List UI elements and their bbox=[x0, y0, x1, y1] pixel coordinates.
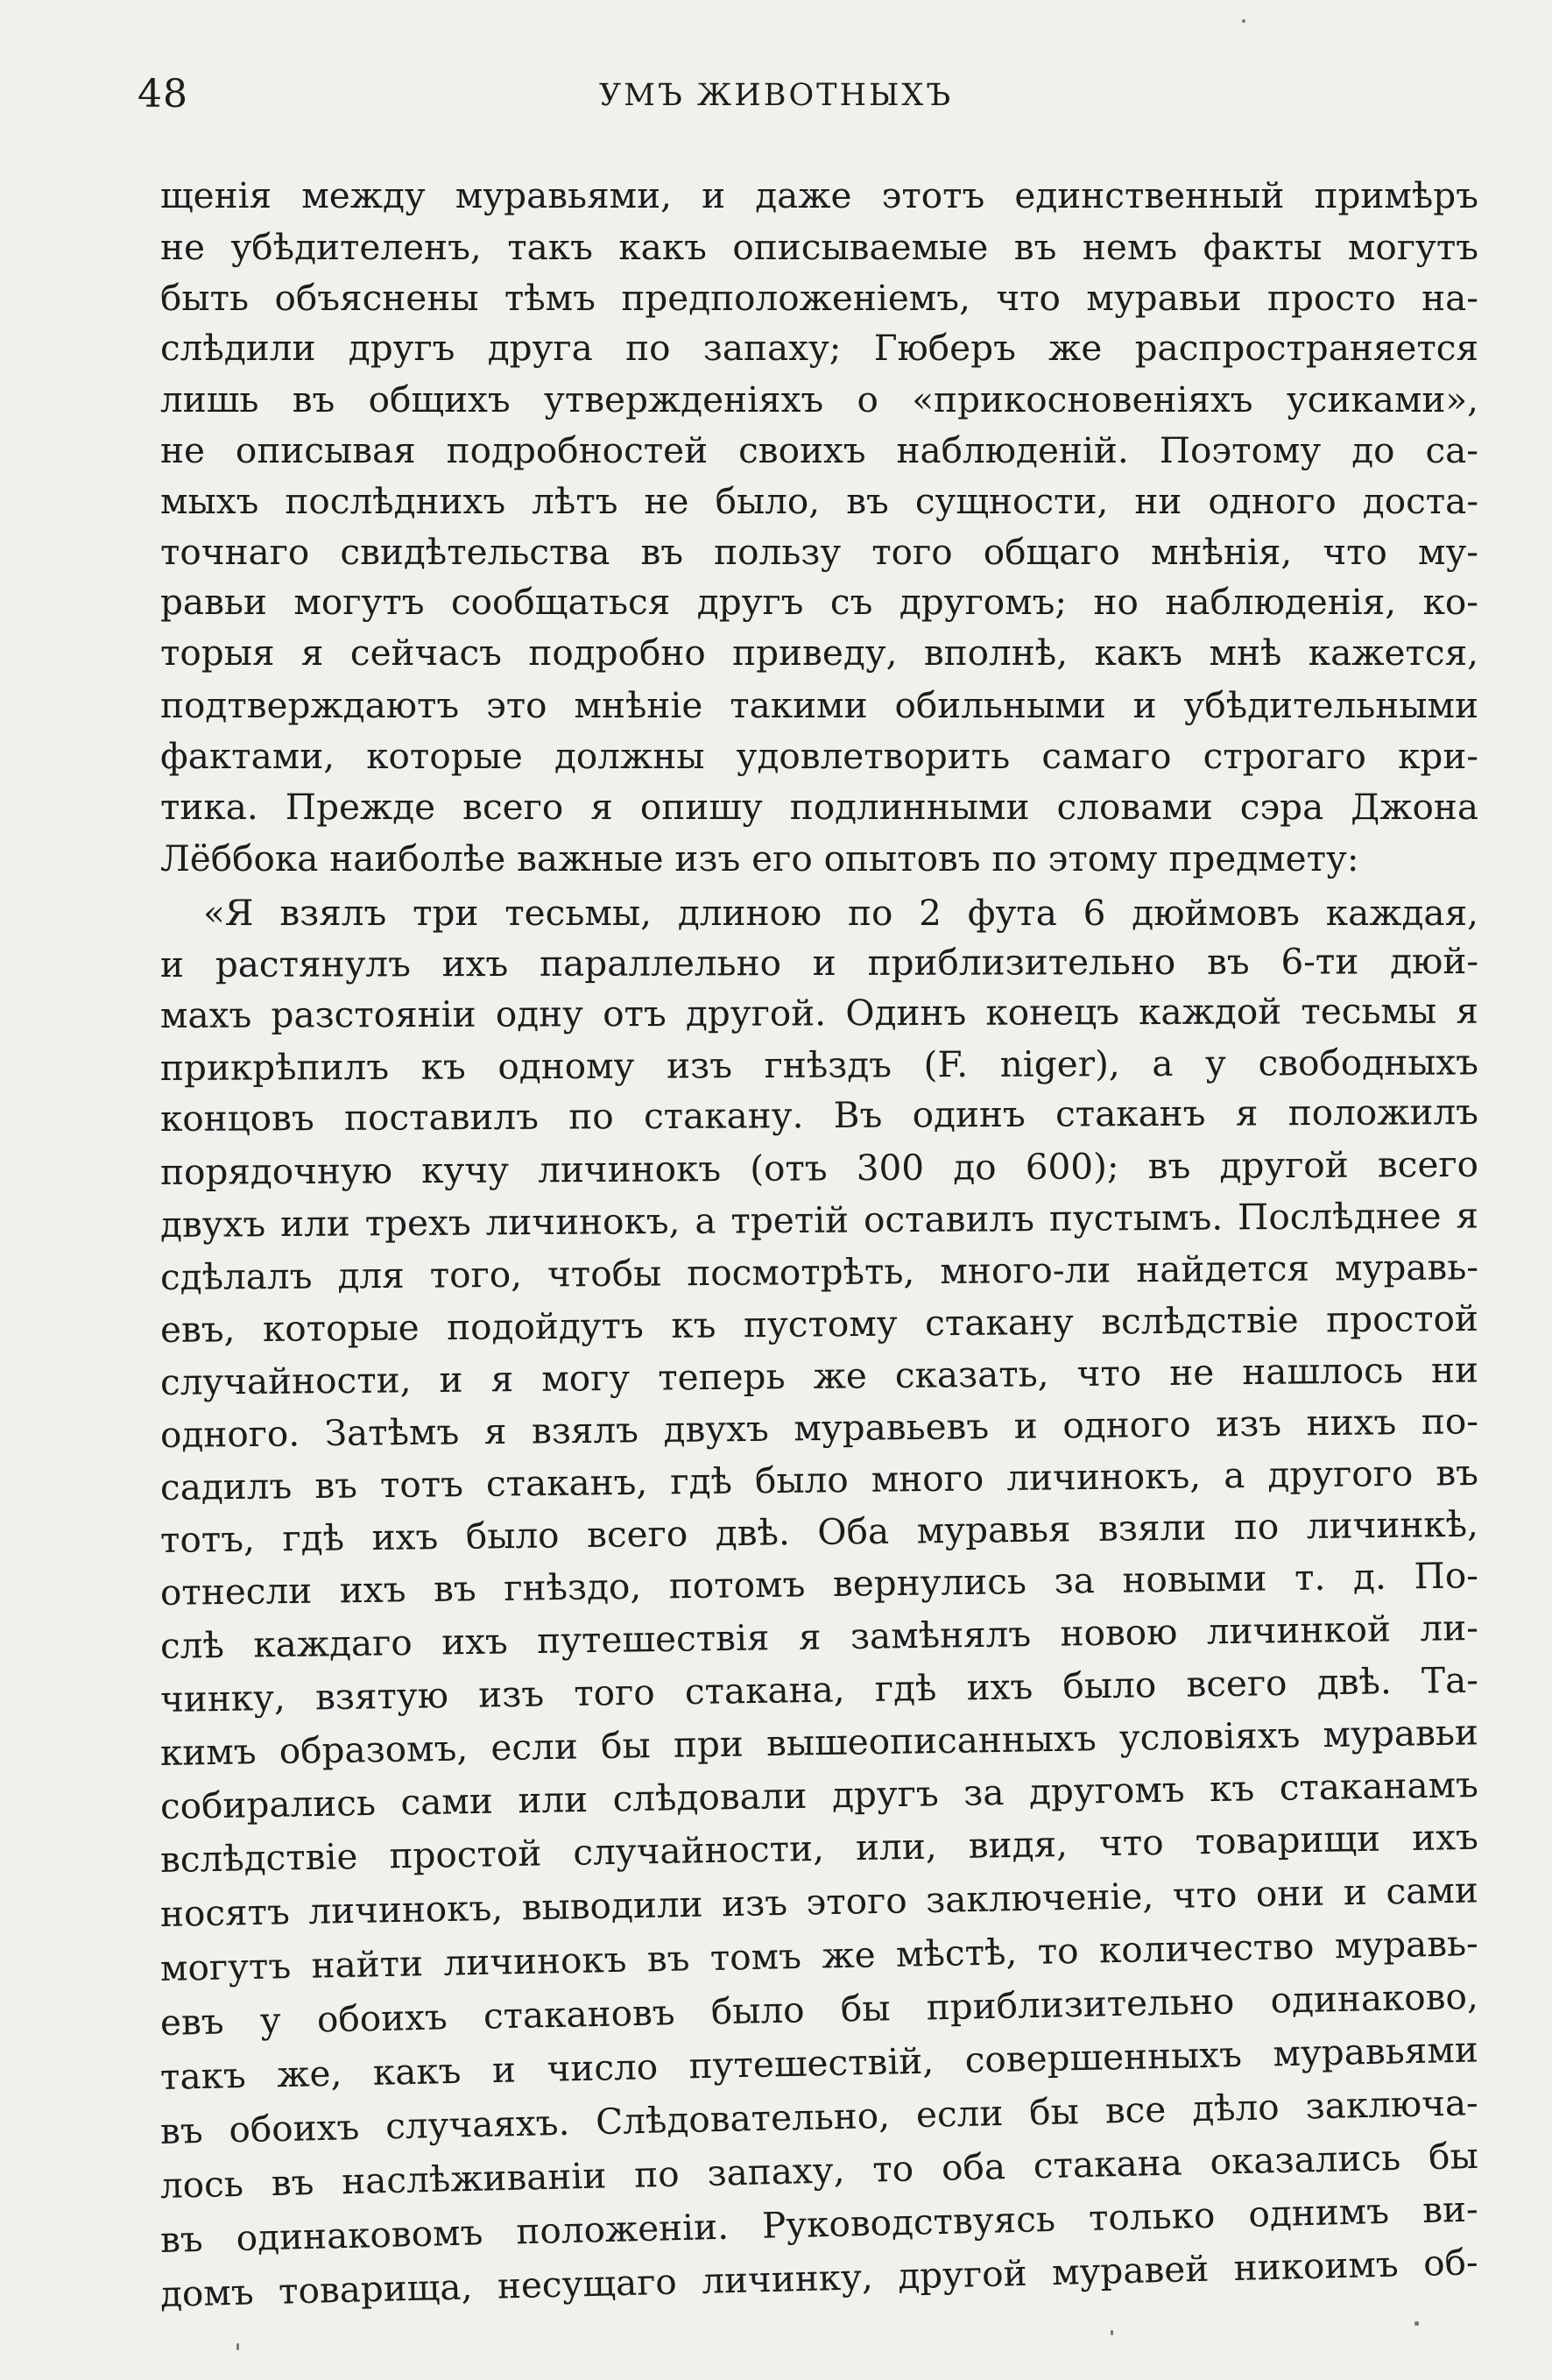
text-line: кимъ образомъ, если бы при вышеописанныхъ условіяхъ муравьи bbox=[159, 1711, 1479, 1774]
text-line: Лёббока наиболѣе важные изъ его опытовъ по этому предмету: bbox=[160, 837, 1359, 879]
text-line: равьи могутъ сообщаться другъ съ другомъ; но наблюденія, ко- bbox=[160, 581, 1478, 623]
text-line: прикрѣпилъ къ одному изъ гнѣздъ (F. niger), а у свободныхъ bbox=[159, 1041, 1479, 1089]
text-line: домъ товарища, несущаго личинку, другой муравей никоимъ об- bbox=[159, 2241, 1479, 2315]
text-line: тотъ, гдѣ ихъ было всего двѣ. Оба муравья взяли по личинкѣ, bbox=[159, 1502, 1479, 1561]
text-line: въ обоихъ случаяхъ. Слѣдовательно, если бы все дѣло заключа- bbox=[159, 2081, 1479, 2152]
text-line: одного. Затѣмъ я взялъ двухъ муравьевъ и одного изъ нихъ по- bbox=[159, 1400, 1479, 1456]
text-line: могутъ найти личинокъ въ томъ же мѣстѣ, то количество муравь- bbox=[159, 1922, 1479, 1989]
text-line: подтверждаютъ это мнѣніе такими обильными и убѣдительными bbox=[160, 684, 1478, 726]
paper-speck bbox=[1242, 19, 1245, 23]
text-line: собирались сами или слѣдовали другъ за другомъ къ стаканамъ bbox=[159, 1763, 1479, 1827]
text-line: лишь въ общихъ утвержденіяхъ о «прикосновеніяхъ усиками», bbox=[160, 378, 1478, 420]
text-line: въ одинаковомъ положеніи. Руководствуясь только однимъ ви- bbox=[159, 2187, 1479, 2261]
text-line: двухъ или трехъ личинокъ, а третій оставилъ пустымъ. Послѣднее я bbox=[159, 1194, 1479, 1246]
text-line-quote-start: «Я взялъ три тесьмы, длиною по 2 фута 6 дюймовъ каждая, bbox=[203, 892, 1478, 934]
text-line: концовъ поставилъ по стакану. Въ одинъ стаканъ я положилъ bbox=[159, 1091, 1479, 1140]
text-line: тика. Прежде всего я опишу подлинными словами сэра Джона bbox=[160, 786, 1478, 828]
text-line: евъ у обоихъ стакановъ было бы приблизительно одинаково, bbox=[159, 1974, 1479, 2044]
text-line: и растянулъ ихъ параллельно и приблизительно въ 6-ти дюй- bbox=[159, 940, 1479, 985]
text-line: случайности, и я могу теперь же сказать, что не нашлось ни bbox=[159, 1348, 1479, 1403]
text-line: сдѣлалъ для того, чтобы посмотрѣть, много-ли найдется муравь- bbox=[159, 1246, 1479, 1298]
text-line: точнаго свидѣтельства въ пользу того общаго мнѣнія, что му- bbox=[160, 531, 1478, 573]
text-line: отнесли ихъ въ гнѣздо, потомъ вернулись за новыми т. д. По- bbox=[159, 1554, 1479, 1614]
text-line: торыя я сейчасъ подробно приведу, вполнѣ, какъ мнѣ кажется, bbox=[160, 632, 1478, 674]
text-line: такъ же, какъ и число путешествій, совершенныхъ муравьями bbox=[159, 2028, 1479, 2098]
text-line: носятъ личинокъ, выводили изъ этого заключеніе, что они и сами bbox=[159, 1868, 1479, 1935]
text-line: щенія между муравьями, и даже этотъ единственный примѣръ bbox=[160, 174, 1478, 216]
text-line: садилъ въ тотъ стаканъ, гдѣ было много личинокъ, а другого въ bbox=[159, 1451, 1479, 1508]
text-line: слѣдили другъ друга по запаху; Гюберъ же распространяется bbox=[160, 327, 1478, 369]
paper-speck bbox=[1111, 2330, 1113, 2335]
text-line: не описывая подробностей своихъ наблюденій. Поэтому до са- bbox=[160, 429, 1478, 471]
text-line: вслѣдствіе простой случайности, или, видя, что товарищи ихъ bbox=[159, 1815, 1479, 1881]
text-line: быть объяснены тѣмъ предположеніемъ, что муравьи просто на- bbox=[160, 277, 1478, 319]
text-line: слѣ каждаго ихъ путешествія я замѣнялъ новою личинкой ли- bbox=[159, 1606, 1479, 1667]
text-line: фактами, которые должны удовлетворить самаго строгаго кри- bbox=[160, 735, 1478, 777]
paper-speck bbox=[1414, 2321, 1419, 2326]
text-line: порядочную кучу личинокъ (отъ 300 до 600); въ другой всего bbox=[159, 1142, 1479, 1193]
text-line: евъ, которые подойдутъ къ пустому стакану вслѣдствіе простой bbox=[159, 1296, 1479, 1351]
text-line: лось въ наслѣживаніи по запаху, то оба стакана оказались бы bbox=[159, 2134, 1479, 2207]
running-title: УМЪ ЖИВОТНЫХЪ bbox=[598, 78, 954, 113]
text-line: не убѣдителенъ, такъ какъ описываемые въ немъ факты могутъ bbox=[160, 226, 1478, 268]
page-number: 48 bbox=[138, 72, 188, 117]
paper-speck bbox=[236, 2343, 239, 2350]
text-line: мыхъ послѣднихъ лѣтъ не было, въ сущности, ни одного доста- bbox=[160, 480, 1478, 522]
text-line: махъ разстояніи одну отъ другой. Одинъ конецъ каждой тесьмы я bbox=[159, 989, 1479, 1036]
text-line: чинку, взятую изъ того стакана, гдѣ ихъ было всего двѣ. Та- bbox=[159, 1658, 1479, 1720]
